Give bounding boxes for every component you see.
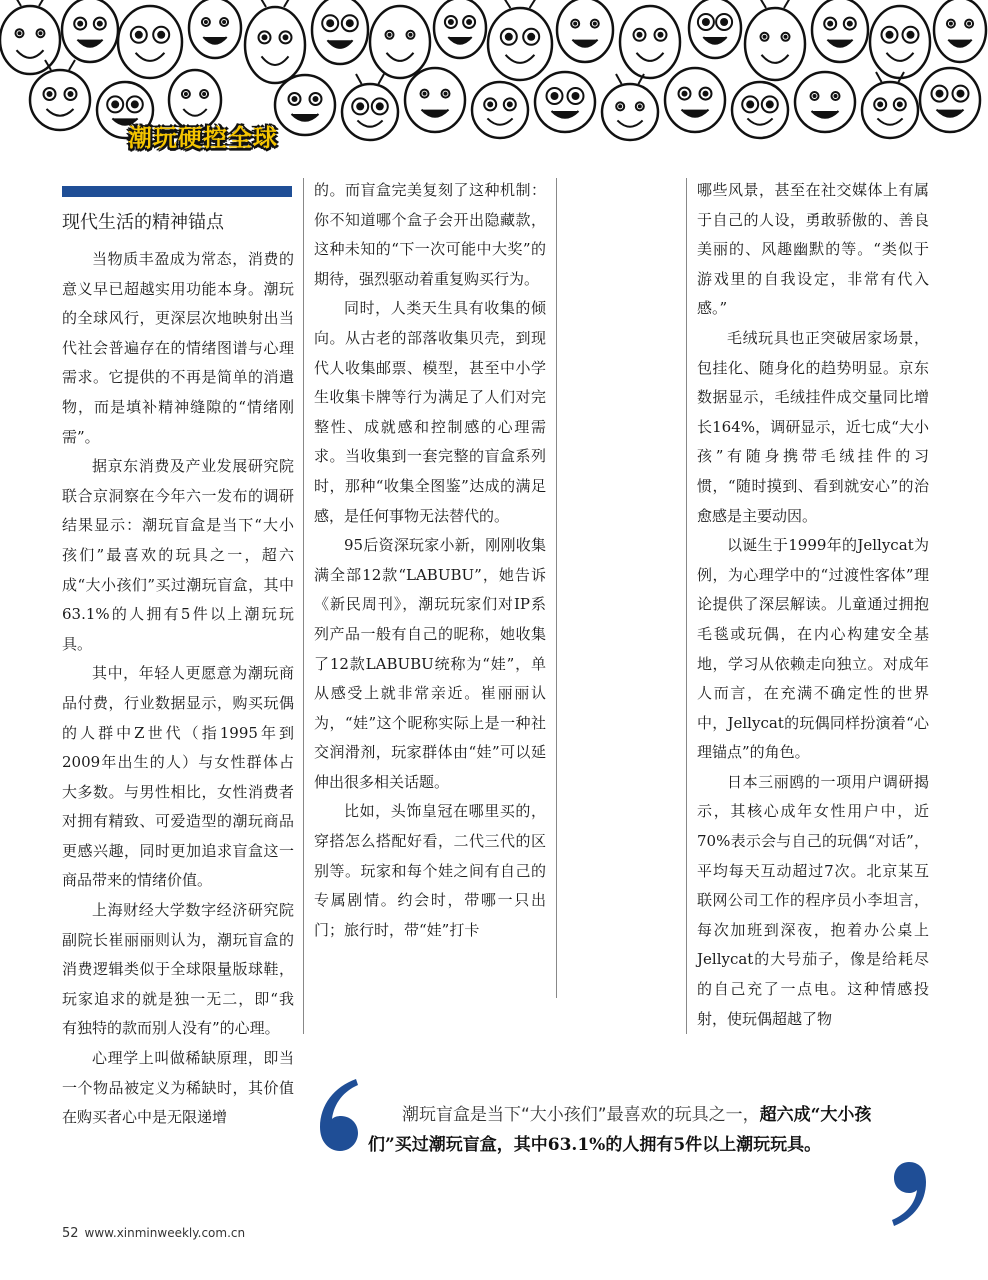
column-rule [556, 178, 557, 998]
column-rule [686, 178, 687, 1034]
paragraph: 的。而盲盒完美复刻了这种机制：你不知道哪个盒子会开出隐藏款，这种未知的“下一次可能中大奖”的期待，强烈驱动着重复购买行为。 [314, 181, 546, 288]
site-url: www.xinminweekly.com.cn [84, 1226, 246, 1240]
page-footer [62, 1226, 245, 1241]
paragraph: 哪些风景，甚至在社交媒体上有属于自己的人设，勇敢骄傲的、善良美丽的、风趣幽默的等。“类似于游戏里的自我设定，非常有代入感。” [697, 181, 929, 318]
pull-quote [368, 1100, 888, 1160]
paragraph: 心理学上叫做稀缺原理，即当一个物品被定义为稀缺时，其价值在购买者心中是无限递增 [62, 1049, 294, 1127]
article-column-1 [62, 245, 294, 1133]
paragraph: 其中，年轻人更愿意为潮玩商品付费，行业数据显示，购买玩偶的人群中Z世代（指1995年到2009年出生的人）与女性群体占大多数。与男性相比，女性消费者对拥有精致、可爱造型的潮玩商品更感兴趣，同时更加追求盲盒这一商品带来的情绪价值。 [62, 664, 294, 890]
open-quote-icon [312, 1075, 362, 1155]
pull-quote-plain: 潮玩盲盒是当下“大小孩们”最喜欢的玩具之一， [402, 1105, 760, 1125]
page-number: 52 [62, 1226, 79, 1241]
paragraph: 上海财经大学数字经济研究院副院长崔丽丽则认为，潮玩盲盒的消费逻辑类似于全球限量版球鞋，玩家追求的就是独一无二，即“我有独特的款而别人没有”的心理。 [62, 901, 294, 1038]
pull-quote-bold: 超六成“大小孩们”买过潮玩盲盒，其中63.1%的人拥有5件以上潮玩玩具。 [368, 1105, 872, 1155]
paragraph: 当物质丰盈成为常态，消费的意义早已超越实用功能本身。潮玩的全球风行，更深层次地映射出当代社会普遍存在的情绪图谱与心理需求。它提供的不再是简单的消遣物，而是填补精神缝隙的“情绪刚需”。 [62, 250, 294, 446]
heading-accent-bar [62, 186, 292, 197]
article-column-3 [697, 176, 929, 1034]
paragraph: 比如，头饰皇冠在哪里买的，穿搭怎么搭配好看，二代三代的区别等。玩家和每个娃之间有自己的专属剧情。约会时，带哪一只出门；旅行时，带“娃”打卡 [314, 802, 546, 939]
paragraph: 据京东消费及产业发展研究院联合京洞察在今年六一发布的调研结果显示：潮玩盲盒是当下“大小孩们”最喜欢的玩具之一，超六成“大小孩们”买过潮玩盲盒，其中63.1%的人拥有5件以上潮玩玩具。 [62, 457, 294, 653]
article-column-2 [314, 176, 546, 945]
paragraph: 以诞生于1999年的Jellycat为例，为心理学中的“过渡性客体”理论提供了深层解读。儿童通过拥抱毛毯或玩偶，在内心构建安全基地，学习从依赖走向独立。对成年人而言，在充满不确定性的世界中，Jellycat的玩偶同样扮演着“心理锚点”的角色。 [697, 536, 929, 762]
paragraph: 日本三丽鸥的一项用户调研揭示，其核心成年女性用户中，近70%表示会与自己的玩偶“对话”，平均每天互动超过7次。北京某互联网公司工作的程序员小李坦言，每次加班到深夜，抱着办公桌上Jellycat的大号茄子，像是给耗尽的自己充了一点电。这种情感投射，使玩偶超越了物 [697, 772, 929, 1028]
section-heading: 现代生活的精神锚点 [62, 212, 224, 233]
section-tag: 潮玩硬控全球 [128, 124, 278, 152]
close-quote-icon [888, 1160, 932, 1230]
paragraph: 同时，人类天生具有收集的倾向。从古老的部落收集贝壳，到现代人收集邮票、模型，甚至中小学生收集卡牌等行为满足了人们对完整性、成就感和控制感的心理需求。当收集到一套完整的盲盒系列时，那种“收集全图鉴”达成的满足感，是任何事物无法替代的。 [314, 299, 546, 525]
paragraph: 毛绒玩具也正突破居家场景，包挂化、随身化的趋势明显。京东数据显示，毛绒挂件成交量同比增长164%，调研显示，近七成“大小孩”有随身携带毛绒挂件的习惯，“随时摸到、看到就安心”的治愈感是主要动因。 [697, 328, 929, 525]
paragraph: 95后资深玩家小新，刚刚收集满全部12款“LABUBU”，她告诉《新民周刊》，潮玩玩家们对IP系列产品一般有自己的昵称，她收集了12款LABUBU统称为“娃”，单从感受上就非常亲近。崔丽丽认为，“娃”这个昵称实际上是一种社交润滑剂，玩家群体由“娃”可以延伸出很多相关话题。 [314, 536, 546, 791]
column-rule [303, 178, 304, 1034]
